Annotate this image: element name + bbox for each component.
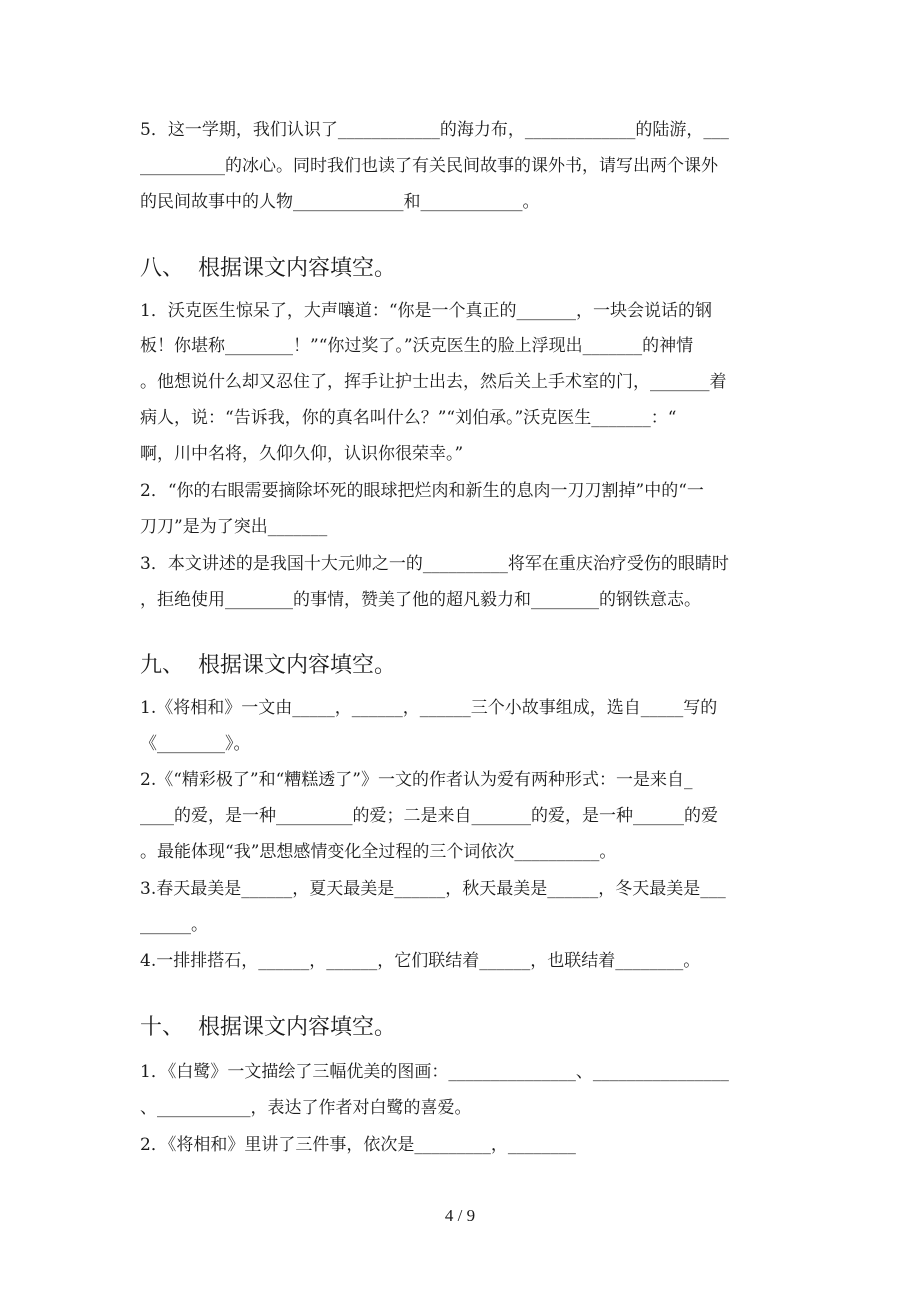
question-line: 《________》。 — [140, 734, 251, 754]
question-line: 3.春天最美是______，夏天最美是______，秋天最美是______，冬天最美是___ — [140, 879, 726, 899]
question-line: 病人，说：“告诉我，你的真名叫什么？”“刘伯承。”沃克医生_______：“ — [140, 408, 677, 428]
question-line: 5．这一学期，我们认识了____________的海力布，_____________的陆游，___ — [140, 120, 729, 140]
question-line: 啊，川中名将，久仰久仰，认识你很荣幸。” — [140, 444, 464, 464]
question-line: 1．沃克医生惊呆了，大声嚷道：“你是一个真正的_______，一块会说话的钢 — [140, 301, 713, 321]
section-heading-9: 九、 根据课文内容填空。 — [140, 653, 396, 678]
question-line: 刀刀”是为了突出_______ — [140, 517, 328, 537]
question-line: 板！你堪称________！”“你过奖了。”沃克医生的脸上浮现出_______的神情 — [140, 336, 694, 356]
question-line: 4.一排排搭石，______，______，它们联结着______，也联结着________。 — [140, 951, 701, 971]
page-number: 4 / 9 — [444, 1206, 476, 1225]
question-line: 3．本文讲述的是我国十大元帅之一的__________将军在重庆治疗受伤的眼睛时 — [140, 554, 729, 574]
question-line: 2．“你的右眼需要摘除坏死的眼球把烂肉和新生的息肉一刀刀割掉”中的“一 — [140, 481, 704, 501]
question-line: ____的爱，是一种_________的爱；二是来自_______的爱，是一种______的爱 — [140, 806, 718, 826]
question-line: 2.《“精彩极了”和“糟糕透了”》一文的作者认为爱有两种形式：一是来自_ — [140, 770, 693, 790]
question-line: ______。 — [140, 915, 208, 935]
section-heading-10: 十、 根据课文内容填空。 — [140, 1015, 396, 1040]
question-line: 1．《白鹭》一文描绘了三幅优美的图画：_______________、________________ — [140, 1062, 729, 1082]
section-heading-8: 八、 根据课文内容填空。 — [140, 256, 396, 281]
question-line: __________的冰心。同时我们也读了有关民间故事的课外书，请写出两个课外 — [140, 156, 718, 176]
question-line: 、___________，表达了作者对白鹭的喜爱。 — [140, 1098, 472, 1118]
question-line: 的民间故事中的人物_____________和____________。 — [140, 192, 540, 212]
question-line: ，拒绝使用________的事情，赞美了他的超凡毅力和________的钢铁意志。 — [140, 590, 701, 610]
question-line: 2．《将相和》里讲了三件事，依次是_________，________ — [140, 1135, 576, 1155]
question-line: 1.《将相和》一文由_____，______，______三个小故事组成，选自_____写的 — [140, 698, 718, 718]
question-line: 。最能体现“我”思想感情变化全过程的三个词依次__________。 — [140, 842, 617, 862]
question-line: 。他想说什么却又忍住了，挥手让护士出去，然后关上手术室的门，_______着 — [140, 372, 727, 392]
